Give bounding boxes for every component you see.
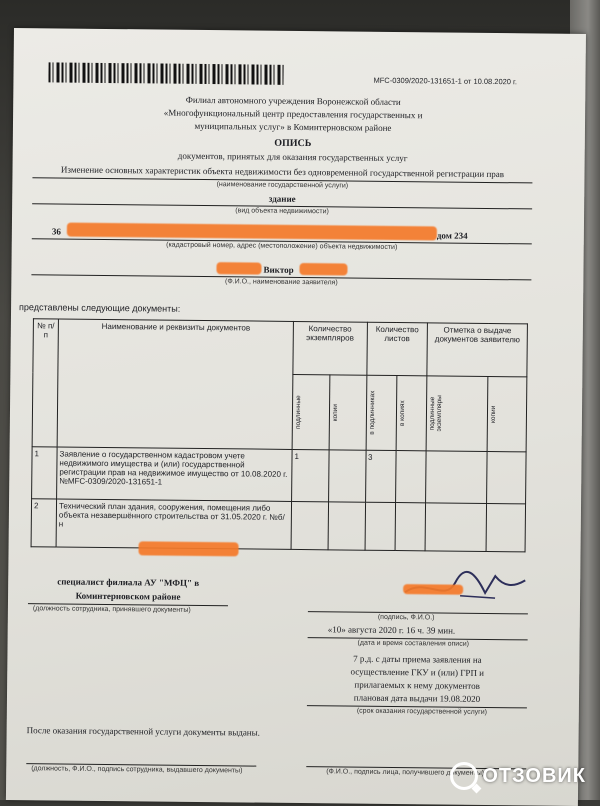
service-caption: (наименование государственной услуги): [216, 181, 349, 190]
row-copy-copies: [328, 450, 365, 502]
documents-table: [31, 318, 528, 552]
doc-title: ОПИСЬ: [274, 137, 312, 150]
subheader-cell: в подлинниках: [366, 375, 397, 450]
redaction-plan-number: [138, 541, 238, 556]
datetime: «10» августа 2020 г. 16 ч. 39 мин.: [327, 624, 456, 636]
table-row: [31, 499, 525, 552]
site-watermark: [450, 762, 586, 790]
term-caption: (срок оказания государственной услуги): [356, 707, 488, 716]
document-page: [6, 28, 586, 806]
row-mark-copy: [486, 503, 525, 551]
object-type: здание: [268, 193, 296, 204]
org-line-3: муниципальных услуг» в Коминтерновском районе: [194, 120, 392, 133]
row-orig-copies: [291, 501, 328, 549]
row-copy-sheets: [395, 451, 426, 503]
subheader-cell: в копиях: [396, 376, 427, 451]
org-line-2: «Многофункциональный центр предоставления государственных и: [163, 107, 423, 121]
issued-text: После оказания государственной услуги документы выданы.: [26, 725, 261, 738]
address-end: дом 234: [436, 230, 468, 241]
table-header-row: [33, 319, 528, 377]
service-name: Изменение основных характеристик объекта недвижимости без одновременной государственной регистрации прав: [60, 164, 505, 180]
signature-caption: (подпись, Ф.И.О.): [377, 613, 435, 622]
watermark-text: ОТЗОВИК: [482, 764, 586, 787]
object-caption: (вид объекта недвижимости): [235, 207, 329, 216]
redaction-address: [67, 223, 437, 241]
row-mark-orig: [426, 451, 488, 504]
header-num: № п/п: [32, 319, 58, 447]
row-copy-copies: [328, 502, 365, 550]
row-name: Заявление о государственном кадастровом учете недвижимого имущества и (или) государственной регистрации прав на недвижимое имущество от 10.08.2020 г. №MFC-0309/2020-131651-1: [57, 447, 293, 501]
position-caption: (должность сотрудника, принявшего документы): [32, 605, 191, 614]
header-sheets: Количество листов: [366, 322, 427, 376]
address-caption: (кадастровый номер, адрес (местоположение) объекта недвижимости): [166, 241, 398, 252]
row-orig-copies: 1: [292, 449, 329, 501]
redaction-applicant-patronymic: [299, 263, 347, 276]
term-line-4: плановая дата выдачи 19.08.2020: [353, 692, 481, 704]
applicant-caption: (Ф.И.О., наименование заявителя): [224, 278, 338, 287]
subheader-cell: подлинные: [292, 374, 330, 449]
row-num: 2: [31, 499, 57, 547]
row-mark-copy: [487, 451, 526, 503]
doc-number: MFC-0309/2020-131651-1 от 10.08.2020 г.: [373, 75, 518, 87]
table-row: [32, 447, 527, 504]
redaction-signature: [403, 584, 463, 595]
row-name: Технический план здания, сооружения, помещения либо объекта незавершённого строительства от 31.05.2020 г. №б/н: [56, 499, 291, 549]
subheader-cell: копии: [487, 376, 526, 451]
header-mark: Отметка о выдаче документов заявителю: [427, 323, 527, 377]
presented-label: представлены следующие документы:: [19, 302, 181, 314]
subheader-cell: подлинные экземпляры: [426, 376, 488, 452]
magnifier-icon: [450, 762, 478, 790]
header-copies: Количество экземпляров: [293, 321, 367, 375]
specialist-line-1: специалист филиала АУ "МФЦ" в: [57, 576, 200, 588]
term-line-1: 7 р.д. с даты приема заявления на: [353, 653, 482, 665]
specialist-line-2: Коминтерновском районе: [75, 590, 181, 602]
row-num: 1: [32, 447, 58, 499]
term-line-2: осуществление ГКУ и (или) ГРП и: [350, 666, 485, 678]
row-orig-sheets: [365, 502, 396, 550]
address-start: 36: [51, 226, 61, 237]
org-line-1: Филиал автономного учреждения Воронежской области: [185, 94, 401, 108]
subheader-cell: копии: [329, 375, 367, 450]
doc-subtitle: документов, принятых для оказания государственных услуг: [177, 150, 408, 164]
receiver-caption: (Ф.И.О., подпись лица, получившего документы): [326, 768, 485, 777]
row-copy-sheets: [395, 503, 426, 551]
applicant-name: Виктор: [263, 264, 294, 275]
datetime-caption: (дата и время составления описи): [357, 639, 470, 648]
redaction-applicant-surname: [216, 262, 261, 274]
header-name: Наименование и реквизиты документов: [57, 319, 293, 449]
issuer-caption: (должность, Ф.И.О., подпись сотрудника, выдавшего документы): [31, 765, 243, 775]
row-mark-orig: [425, 503, 487, 552]
term-line-3: прилагаемых к нему документов: [354, 679, 480, 691]
row-orig-sheets: 3: [365, 450, 396, 502]
barcode: [48, 62, 283, 84]
